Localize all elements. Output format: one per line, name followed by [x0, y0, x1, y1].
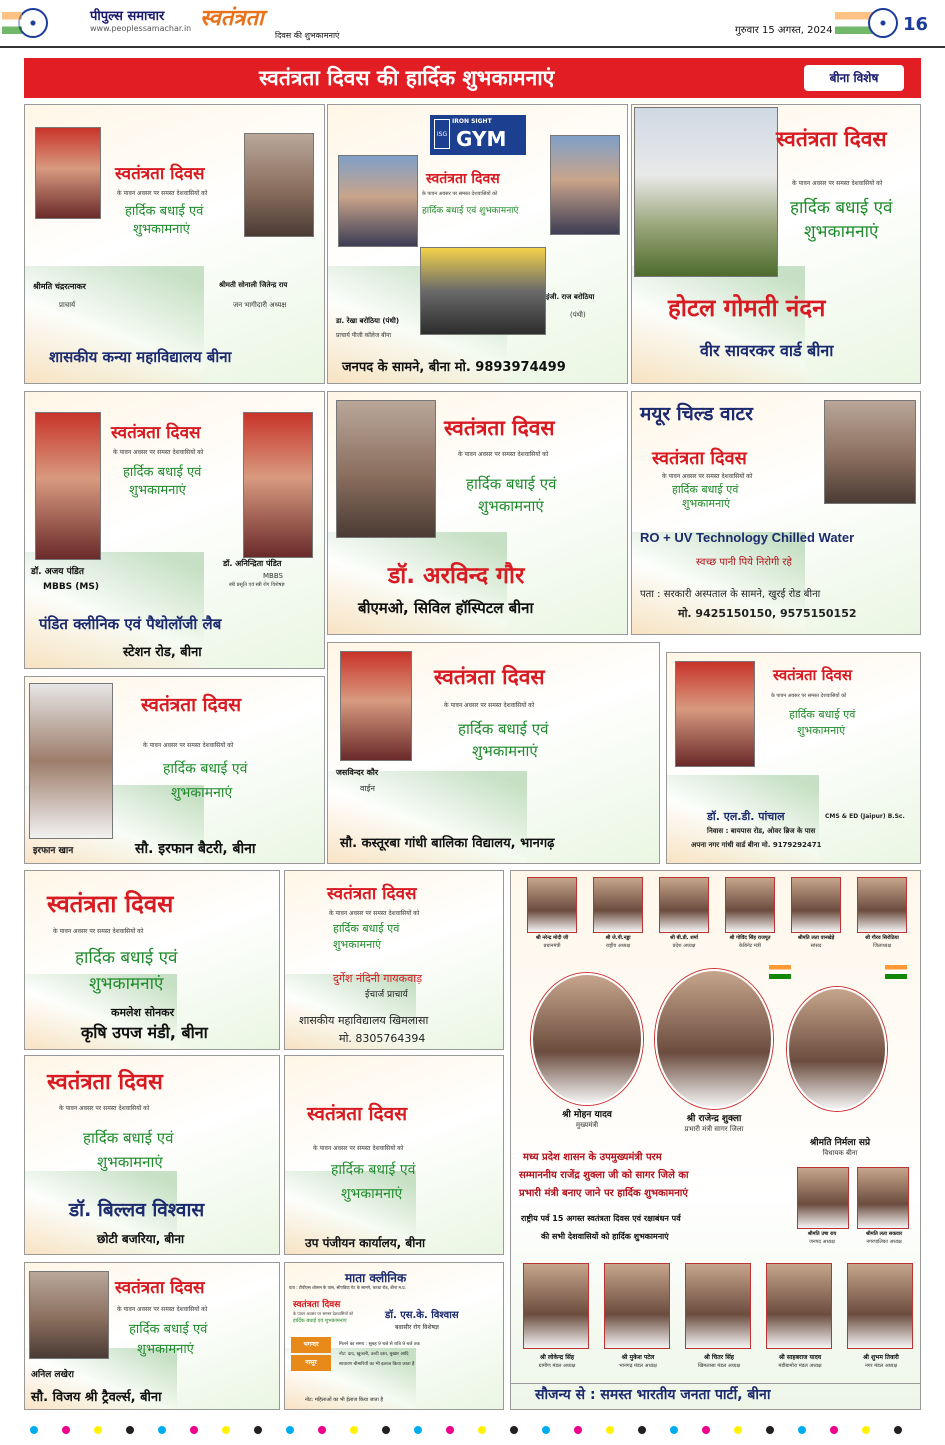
bjp-message-2: सम्माननीय राजेंद्र शुक्ला जी को सागर जिले का [519, 1170, 689, 1181]
phone: मो. 9425150150, 9575150152 [678, 607, 857, 620]
role-raj: (पंथी) [570, 311, 586, 319]
registration-mark [542, 1426, 550, 1434]
stamp-nasoor: नासूर [291, 1355, 331, 1371]
header-rule [0, 46, 945, 48]
leader-photo [857, 877, 907, 933]
ad-iron-sight-gym [327, 104, 628, 384]
ad-sub: के पावन अवसर पर समस्त देशवासियों को [53, 928, 144, 935]
name-ajay: डॉ. अजय पंडित [31, 567, 84, 577]
ad-greet-1: हार्दिक बधाई एवं [129, 1322, 208, 1337]
role-mid-2: नगरपालिका अध्यक्ष [866, 1239, 902, 1245]
ad-greet-2: शुभकामनाएं [797, 724, 846, 737]
ad-footer: कृषि उपज मंडी, बीना [81, 1023, 208, 1042]
name-principal: श्रीमति चंद्ररत्नाकर [33, 282, 86, 291]
main-banner [24, 58, 921, 98]
photo-arvind [336, 400, 436, 538]
person-role: ईचार्ज प्राचार्य [365, 990, 408, 1000]
ad-sub: के पावन अवसर पर समस्त देशवासियों को [329, 910, 420, 917]
ad-sub: के पावन अवसर पर समस्त देशवासियों को [293, 1311, 354, 1316]
ad-sub: के पावन अवसर पर समस्त देशवासियों को [771, 693, 847, 699]
mandal-president-name: श्री लोकेन्द्र सिंह [539, 1354, 575, 1361]
ad-greet-1: हार्दिक बधाई एवं [331, 1162, 416, 1178]
mandal-president-name: श्री साहबराज यादव [778, 1354, 822, 1361]
role-principal: प्राचार्य [59, 301, 76, 309]
mandal-president-photo [847, 1263, 913, 1349]
ad-footer: छोटी बजरिया, बीना [97, 1232, 185, 1246]
slogan: स्वच्छ पानी पिये निरोगी रहे [696, 557, 792, 568]
photo-jaswinder [340, 651, 412, 761]
name-big-1: श्री मोहन यादव [562, 1110, 612, 1120]
ad-title: स्वतंत्रता दिवस [293, 1300, 341, 1310]
ad-greet-1: हार्दिक बधाई एवं [333, 922, 400, 935]
registration-mark [478, 1426, 486, 1434]
flag-stripe-left [2, 12, 22, 34]
ad-sub: के पावन अवसर पर समस्त देशवासियों को [444, 702, 535, 709]
doctor-name: डॉ. एस.के. विश्वास [385, 1310, 459, 1321]
leader-role: केबिनेट मंत्री [739, 943, 761, 949]
ad-sub: के पावन अवसर पर समस्त देशवासियों को [59, 1105, 150, 1112]
gym-logo-top: IRON SIGHT [452, 118, 492, 125]
bottom-leaders-row [511, 1259, 921, 1377]
leader-name: श्री गोविंद सिंह राजपूत [729, 935, 771, 941]
logo-subtitle: दिवस की शुभकामनाएं [275, 31, 340, 40]
ad-greet-1: हार्दिक बधाई एवं [83, 1129, 174, 1147]
photo-mohan-yadav [531, 973, 643, 1105]
registration-mark [446, 1426, 454, 1434]
photo-ajay-pandit [35, 412, 101, 560]
mandal-president-photo [685, 1263, 751, 1349]
ad-greet-2: शुभकामनाएं [341, 1186, 403, 1202]
registration-mark [318, 1426, 326, 1434]
ad-title: स्वतंत्रता दिवस [141, 694, 242, 716]
doctor-spec: बवासीर रोग विशेषज्ञ [395, 1324, 439, 1331]
bjp-footer: सौजन्य से : समस्त भारतीय जनता पार्टी, बीना [535, 1387, 771, 1403]
role-big-2: प्रभारी मंत्री सागर जिला [684, 1125, 744, 1133]
role-big-1: मुख्यमंत्री [575, 1121, 599, 1129]
ad-greet-2: शुभकामनाएं [804, 222, 879, 242]
address: पता : सरकारी अस्पताल के सामने, खुरई रोड बीना [640, 589, 821, 600]
leader-role: प्रधानमंत्री [543, 943, 561, 949]
photo-raj [550, 135, 620, 235]
leader-role: राष्ट्रीय अध्यक्ष [605, 943, 631, 949]
ad-footer-2: स्टेशन रोड, बीना [123, 645, 202, 660]
registration-mark [830, 1426, 838, 1434]
person-name: दुर्गेश नंदिनी गायकवाड़ [333, 972, 422, 985]
ad-greet-2: शुभकामनाएं [682, 497, 731, 510]
ad-title: स्वतंत्रता दिवस [652, 448, 747, 469]
role-sonali: जन भागीदारी अध्यक्ष [233, 301, 287, 309]
registration-mark [30, 1426, 38, 1434]
ad-pandit-clinic [24, 391, 325, 669]
ad-greet-1: हार्दिक बधाई एवं [790, 198, 893, 218]
ad-greet-2: शुभकामनाएं [97, 1153, 163, 1171]
photo-owner [824, 400, 916, 504]
mandal-president-role: नगर मंडल अध्यक्ष [864, 1363, 898, 1369]
ad-greet-2: शुभकामनाएं [133, 222, 190, 237]
ad-hotel-gomti-nandan [631, 104, 921, 384]
ad-irfan-battery [24, 676, 325, 864]
name-mid-2: श्रीमति लता सकवार [865, 1231, 903, 1237]
flag-icon-right [885, 965, 907, 979]
website: www.peoplessamachar.in [90, 24, 192, 33]
registration-mark [190, 1426, 198, 1434]
address-2: अपना नगर गांधी वार्ड बीना मो. 9179292471 [691, 841, 822, 849]
leader-photo [527, 877, 577, 933]
registration-mark [382, 1426, 390, 1434]
registration-mark [734, 1426, 742, 1434]
leader-role: जिलाध्यक्ष [872, 943, 892, 949]
ad-greet-1: हार्दिक बधाई एवं [466, 475, 557, 493]
clinic-name: माता क्लीनिक [345, 1271, 407, 1285]
note-3: नोट: महिलाओं का भी ईलाज किया जाता है [305, 1397, 384, 1403]
registration-mark [286, 1426, 294, 1434]
ad-greet-1: हार्दिक बधाई एवं [123, 465, 202, 480]
paper-name: पीपुल्स समाचार [90, 9, 165, 24]
doctor-qual: CMS & ED (Jaipur) B.Sc. [825, 813, 905, 820]
mandal-president-name: श्री चितर सिंह [703, 1354, 734, 1361]
address: निवास : बायपास रोड, ओवर ब्रिज के पास [707, 827, 816, 835]
name-irfan: इरफान खान [33, 846, 74, 856]
name-rekha: डा. रेखा बरोठिया (पंथी) [336, 317, 400, 325]
photo-irfan [29, 683, 113, 839]
ad-govt-college-khimlasa [284, 870, 504, 1050]
ad-sub: के पावन अवसर पर समस्त देशवासियों को [117, 190, 208, 197]
ad-sub: के पावन अवसर पर समस्त देशवासियों को [662, 473, 753, 480]
bjp-message-4: राष्ट्रीय पर्व 15 अगस्त स्वतंत्रता दिवस एवं रक्षाबंधन पर्व [521, 1214, 681, 1223]
ad-footer: सौ. इरफान बैटरी, बीना [135, 841, 256, 857]
gym-logo-badge: ISG [434, 119, 450, 149]
leader-name: श्री जे.पी.नड्डा [605, 935, 631, 941]
leader-role: सांसद [810, 943, 822, 949]
leader-photo [659, 877, 709, 933]
ad-sub: के पावन अवसर पर समस्त देशवासियों को [792, 180, 883, 187]
ad-title: स्वतंत्रता दिवस [773, 666, 852, 684]
ad-greet-2: शुभकामनाएं [472, 742, 538, 760]
registration-mark [350, 1426, 358, 1434]
ad-footer: जनपद के सामने, बीना मो. 9893974499 [342, 360, 566, 375]
registration-mark [798, 1426, 806, 1434]
ad-footer: सौ. कस्तूरबा गांधी बालिका विद्यालय, भानगढ़ [340, 836, 555, 851]
registration-mark [638, 1426, 646, 1434]
registration-mark [126, 1426, 134, 1434]
ad-greet: हार्दिक बधाई एवं शुभकामनाएं [422, 206, 519, 216]
leader-name: श्रीमति लता वानखेड़े [797, 935, 835, 941]
gym-interior-photo [420, 247, 546, 335]
registration-mark [670, 1426, 678, 1434]
name-sonali: श्रीमती सोनाली जितेन्द्र राय [219, 281, 288, 289]
note-2: साधारण बीमारियों का भी इलाज किया जाता है [339, 1362, 415, 1367]
leader-photo [791, 877, 841, 933]
mandal-president-photo [604, 1263, 670, 1349]
page-header [0, 0, 945, 48]
ad-title: स्वतंत्रता दिवस [444, 415, 555, 440]
person-name: कमलेश सोनकर [111, 1006, 175, 1019]
registration-mark [894, 1426, 902, 1434]
ad-kasturba-school [327, 642, 660, 864]
ad-dr-ld-panchal [666, 652, 921, 864]
note-1: नोट: दाद, खुजली, उल्टी दस्त, बुखार आदि [339, 1352, 409, 1357]
ad-greet-1: हार्दिक बधाई एवं [458, 720, 549, 738]
hotel-name: होटल गोमती नंदन [668, 294, 826, 322]
bjp-message-5: की सभी देशवासियों को हार्दिक शुभकामनाएं [541, 1232, 669, 1241]
ad-sub: के पावन अवसर पर समस्त देशवासियों को [143, 742, 234, 749]
role-jaswinder: वाईन [360, 784, 375, 793]
ad-footer: उप पंजीयन कार्यालय, बीना [305, 1236, 426, 1250]
hotel-photo [634, 107, 778, 277]
registration-mark [414, 1426, 422, 1434]
ad-bjp-bina [510, 870, 921, 1410]
registration-mark [606, 1426, 614, 1434]
ad-sub: के पावन अवसर पर समस्त देशवासियों को [313, 1145, 404, 1152]
registration-mark [254, 1426, 262, 1434]
ad-title: स्वतंत्रता दिवस [307, 1103, 408, 1125]
ad-title: स्वतंत्रता दिवस [426, 171, 500, 187]
registration-mark [766, 1426, 774, 1434]
ad-footer: शासकीय महाविद्यालय खिमलासा [299, 1014, 429, 1027]
ad-sub: के पावन अवसर पर समस्त देशवासियों को [113, 449, 204, 456]
mandal-president-role: खिमलासा मंडल अध्यक्ष [697, 1363, 741, 1369]
stamp-bhagandar: भगन्दर [291, 1337, 331, 1353]
banner-title: स्वतंत्रता दिवस की हार्दिक शुभकामनाएं [259, 65, 555, 90]
ad-greet-1: हार्दिक बधाई एवं [75, 948, 178, 968]
leader-role: प्रदेश अध्यक्ष [672, 943, 696, 949]
ad-sub: के पावन अवसर पर समस्त देशवासियों को [458, 451, 549, 458]
registration-mark [62, 1426, 70, 1434]
doctor-name: डॉ. एल.डी. पांचाल [707, 810, 785, 823]
phone: मो. 8305764394 [339, 1032, 426, 1045]
ad-dr-billav-vishwas [24, 1055, 280, 1255]
mandal-president-photo [523, 1263, 589, 1349]
mandal-president-name: श्री मुकेश पटेल [621, 1354, 655, 1361]
ad-title: स्वतंत्रता दिवस [47, 1069, 163, 1095]
ad-greet-1: हार्दिक बधाई एवं [163, 761, 248, 777]
photo-nirmala-sapre [787, 987, 887, 1111]
name-anindrita: डॉ. अनिन्द्रिता पंडित [223, 559, 282, 568]
registration-mark [702, 1426, 710, 1434]
mandal-president-name: श्री शुभम तिवारी [863, 1354, 899, 1361]
bjp-message-3: प्रभारी मंत्री बनाए जाने पर हार्दिक शुभकामनाएं [519, 1188, 688, 1199]
ad-footer: वीर सावरकर वार्ड बीना [700, 341, 834, 360]
registration-mark [862, 1426, 870, 1434]
ad-vijay-shri-travels [24, 1262, 280, 1410]
ad-greet-2: शुभकामनाएं [478, 497, 544, 515]
role-rekha: प्राचार्य पीजी कॉलेज बीना [336, 332, 392, 339]
photo-rekha [338, 155, 418, 247]
leader-name: श्री नरेन्द्र मोदी जी [535, 935, 569, 941]
ad-greet-1: हार्दिक बधाई एवं [789, 708, 856, 721]
qual-ajay: MBBS (MS) [43, 582, 99, 592]
timing: मिलने का समय : सुबह 9 बजे से रात्रि 9 बजे तक [339, 1342, 420, 1347]
name-mid-1: श्रीमति उषा राय [807, 1231, 837, 1237]
registration-mark [510, 1426, 518, 1434]
gym-logo-text: GYM [456, 127, 507, 151]
logo-title: स्वतंत्रता [200, 5, 264, 31]
page-number: 16 [903, 14, 929, 35]
spec-anindrita: स्त्री प्रसूति एवं स्त्री रोग विशेषज्ञ [229, 582, 285, 588]
mandal-president-photo [766, 1263, 832, 1349]
ad-kanya-college [24, 104, 325, 384]
registration-mark [94, 1426, 102, 1434]
registration-mark [574, 1426, 582, 1434]
leader-photo [593, 877, 643, 933]
header-date: गुरुवार 15 अगस्त, 2024 [735, 25, 833, 36]
doctor-name: डॉ. बिल्लव विश्वास [69, 1199, 205, 1221]
ad-title: स्वतंत्रता दिवस [111, 423, 201, 443]
ad-greet-2: शुभकामनाएं [129, 483, 186, 498]
print-color-bar [0, 1424, 945, 1436]
photo-anil [29, 1271, 109, 1359]
ad-footer: शासकीय कन्या महाविद्यालय बीना [49, 348, 232, 366]
photo-usha-rai [797, 1167, 849, 1229]
photo-rajendra-shukla [655, 969, 773, 1109]
ad-footer: सौ. विजय श्री ट्रैवर्ल्स, बीना [31, 1390, 162, 1405]
gym-logo [430, 115, 526, 155]
mandal-president-role: मंडीबामोरा मंडल अध्यक्ष [778, 1363, 822, 1369]
role-big-3: विधायक बीना [822, 1149, 858, 1157]
role-mid-1: जनपद अध्यक्ष [809, 1239, 835, 1245]
ad-krishi-upaj-mandi [24, 870, 280, 1050]
ad-greet: हार्दिक बधाई एवं शुभकामनाएं [293, 1318, 347, 1324]
ad-greet-1: हार्दिक बधाई एवं [125, 204, 204, 219]
photo-panchal [675, 661, 755, 767]
ad-footer: पंडित क्लीनिक एवं पैथोलॉजी लैब [39, 615, 222, 633]
ad-greet-2: शुभकामनाएं [89, 974, 164, 994]
section-tag: बीना विशेष [804, 65, 904, 91]
name-big-2: श्री राजेन्द्र शुक्ला [686, 1114, 742, 1124]
bjp-message-1: मध्य प्रदेश शासन के उपमुख्यमंत्री परम [523, 1152, 662, 1163]
mandal-president-role: भानगढ़ मंडल अध्यक्ष [619, 1363, 657, 1369]
ad-greet-2: शुभकामनाएं [171, 785, 233, 801]
ad-title: स्वतंत्रता दिवस [47, 889, 174, 918]
mandal-president-role: ग्रामीण मंडल अध्यक्ष [538, 1363, 576, 1369]
tech-line: RO + UV Technology Chilled Water [640, 530, 855, 545]
name-jaswinder: जसविन्दर कौर [336, 768, 379, 777]
photo-principal [35, 127, 101, 219]
name-big-3: श्रीमति निर्मला सप्रे [809, 1138, 871, 1148]
ad-mata-clinic [284, 1262, 504, 1410]
ad-greet-2: शुभकामनाएं [333, 938, 382, 951]
brand-name: मयूर चिल्ड वाटर [640, 403, 753, 425]
ad-mayur-chilled-water [631, 391, 921, 635]
ad-title: स्वतंत्रता दिवस [115, 1278, 205, 1298]
leader-name: श्री गौरव सिरोठिया [865, 935, 899, 941]
ad-dr-arvind-gaur [327, 391, 628, 635]
flag-icon-left [769, 965, 791, 979]
ad-footer: बीएमओ, सिविल हॉस्पिटल बीना [358, 599, 534, 617]
ad-title: स्वतंत्रता दिवस [327, 884, 417, 904]
qual-anindrita: MBBS [263, 572, 283, 580]
name-raj: इंजी. राज बरोठिया [546, 293, 595, 301]
ad-sub-registrar-office [284, 1055, 504, 1255]
ad-sub: के पावन अवसर पर समस्त देशवासियों को [117, 1306, 208, 1313]
leader-name: श्री बी.डी. शर्मा [670, 935, 698, 941]
ad-title: स्वतंत्रता दिवस [115, 164, 205, 184]
ad-greet-1: हार्दिक बधाई एवं [672, 483, 739, 496]
ad-title: स्वतंत्रता दिवस [776, 126, 887, 151]
photo-anindrita-pandit [243, 412, 313, 558]
registration-mark [158, 1426, 166, 1434]
ad-title: स्वतंत्रता दिवस [434, 664, 545, 689]
clinic-address: पता : टीवीएस शोरूम के पास, सीएडिया गेट के सामने, कच्चा रोड, बीना म.प्र. [289, 1285, 407, 1290]
ad-sub: के पावन अवसर पर समस्त देशवासियों को [422, 191, 498, 197]
name-anil: अनिल लखेरा [31, 1370, 74, 1380]
ashoka-chakra-right-icon [868, 8, 898, 38]
ashoka-chakra-left-icon [18, 8, 48, 38]
top-leaders-row [511, 871, 921, 951]
photo-sonali-rai [244, 133, 314, 237]
photo-lata-sakwar [857, 1167, 909, 1229]
doctor-name: डॉ. अरविन्द गौर [388, 563, 525, 589]
leader-photo [725, 877, 775, 933]
registration-mark [222, 1426, 230, 1434]
ad-greet-2: शुभकामनाएं [137, 1342, 194, 1357]
